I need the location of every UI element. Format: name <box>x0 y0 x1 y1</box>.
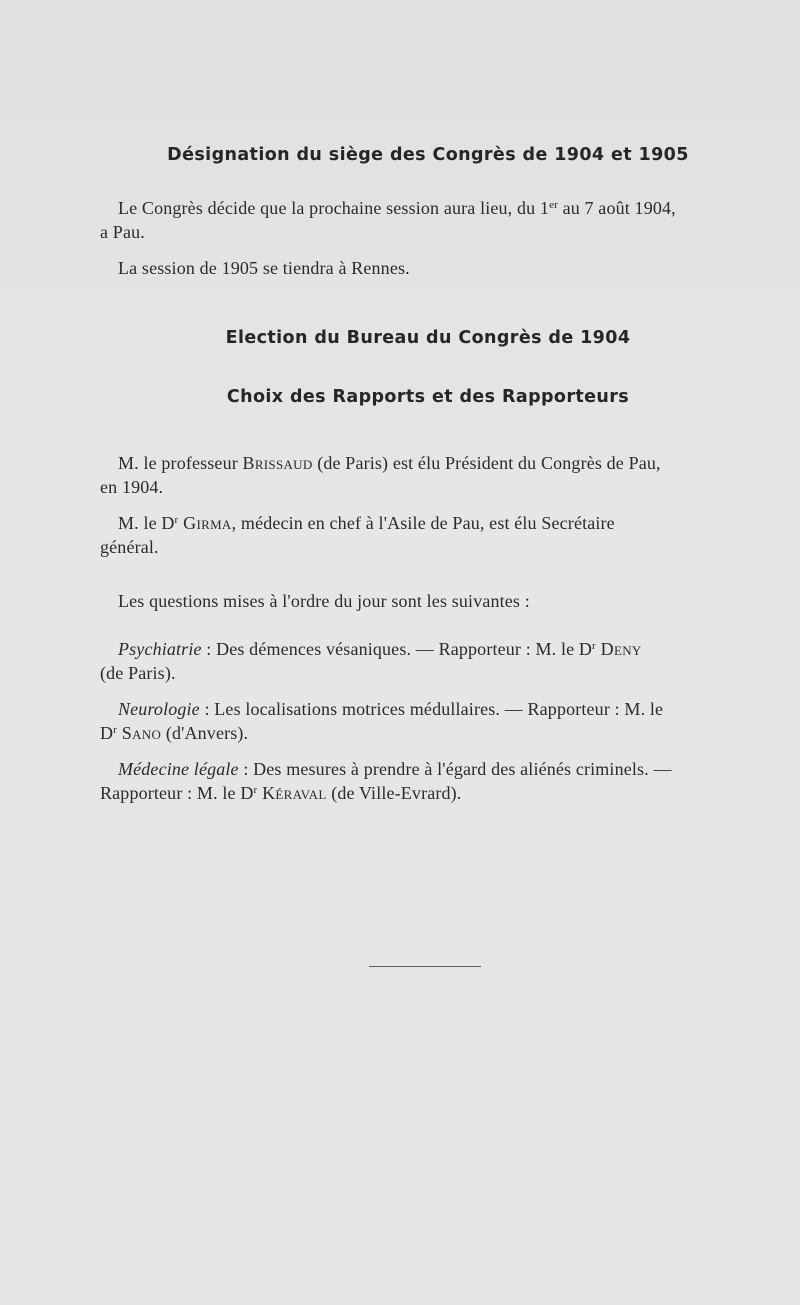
paragraph-rennes <box>118 256 756 280</box>
text: : Les localisations motrices médullaires. — Rapporteur : M. le <box>199 699 664 719</box>
superscript: r <box>592 640 596 652</box>
text: Le Congrès décide que la prochaine session aura lieu, du 1 <box>118 198 550 218</box>
heading-choix: Choix des Rapports et des Rapporteurs <box>226 387 630 407</box>
text: M. le D <box>118 513 175 533</box>
item-psychiatrie <box>118 637 756 661</box>
item-neurologie <box>118 697 756 721</box>
text: a Pau. <box>100 222 145 242</box>
item-medecine-legale-cont <box>100 781 756 805</box>
text: (de Paris) est élu Président du Congrès de Pau, <box>312 453 661 473</box>
paragraph-session-dates-cont <box>100 220 756 244</box>
superscript: r <box>113 724 117 736</box>
paragraph-president-cont <box>100 475 756 499</box>
topic-label: Médecine légale <box>118 759 239 779</box>
paragraph-secretaire-cont <box>100 535 756 559</box>
superscript: r <box>174 514 179 526</box>
section-divider <box>369 966 481 967</box>
text: Les questions mises à l'ordre du jour sont les suivantes : <box>118 591 530 611</box>
topic-label: Psychiatrie <box>118 639 202 659</box>
paragraph-secretaire <box>118 511 756 535</box>
item-psychiatrie-cont <box>100 661 756 685</box>
text: en 1904. <box>100 477 164 497</box>
paragraph-questions <box>118 589 756 613</box>
superscript: r <box>253 784 258 796</box>
person-name: Deny <box>595 639 642 659</box>
text: (d'Anvers). <box>161 723 249 743</box>
paragraph-session-dates <box>118 196 756 220</box>
text: (de Ville-Evrard). <box>326 783 462 803</box>
person-name: Kéraval <box>257 783 327 803</box>
topic-label: Neurologie <box>118 699 200 719</box>
text: M. le professeur <box>118 453 243 473</box>
person-name: Brissaud <box>242 453 313 473</box>
text: : Des mesures à prendre à l'égard des aliénés criminels. — <box>238 759 672 779</box>
paragraph-president <box>118 451 756 475</box>
text: La session de 1905 se tiendra à Rennes. <box>118 258 410 278</box>
heading-election: Election du Bureau du Congrès de 1904 <box>225 328 631 348</box>
text: Rapporteur : M. le D <box>100 783 254 803</box>
text: au 7 août 1904, <box>557 198 676 218</box>
person-name: Sano <box>116 723 162 743</box>
text: : Des démences vésaniques. — Rapporteur : M. le D <box>201 639 593 659</box>
text: , médecin en chef à l'Asile de Pau, est élu Secrétaire <box>231 513 615 533</box>
text: général. <box>100 537 159 557</box>
superscript: er <box>549 199 558 211</box>
item-medecine-legale <box>118 757 756 781</box>
text: D <box>100 723 114 743</box>
person-name: Girma <box>178 513 232 533</box>
item-neurologie-cont <box>100 721 756 745</box>
text: (de Paris). <box>100 663 176 683</box>
heading-designation: Désignation du siège des Congrès de 1904 et 1905 <box>167 145 689 165</box>
